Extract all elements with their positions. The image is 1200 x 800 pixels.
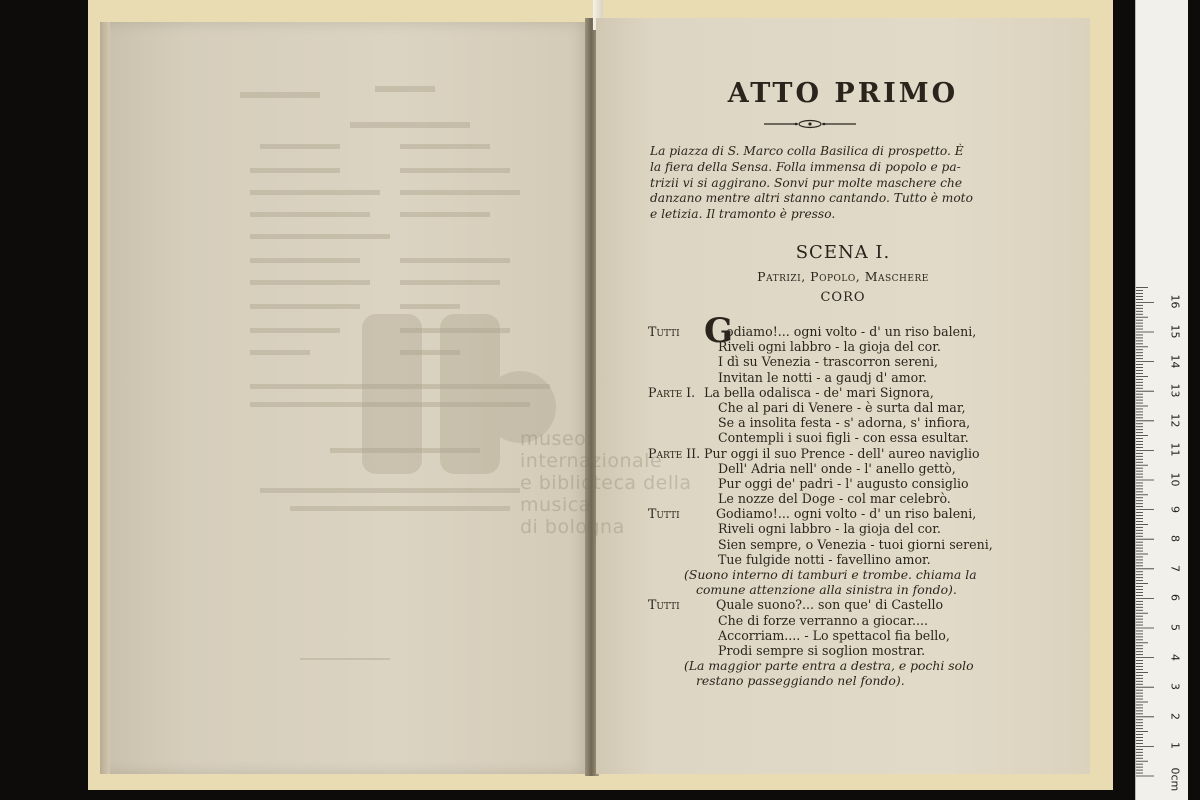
verse-text: Godiamo!... ogni volto - d' un riso baleni,: [716, 506, 977, 522]
ruler-number: 7: [1168, 564, 1182, 572]
speaker-label: Parte II.: [648, 445, 701, 461]
verse-line: [648, 552, 1088, 567]
drop-cap: G: [704, 311, 734, 351]
verse-line: [648, 643, 1088, 658]
stage-direction: restano passeggiando nel fondo).: [696, 673, 905, 689]
ruler-number: 3: [1168, 683, 1182, 691]
verse-text: Riveli ogni labbro - la gioja del cor.: [718, 339, 941, 355]
verse-text: Dell' Adria nell' onde - l' anello gettò,: [718, 460, 956, 476]
verse-line: [648, 537, 1088, 552]
verse-line: [648, 339, 1088, 354]
verse-text: Sien sempre, o Venezia - tuoi giorni sereni,: [718, 536, 993, 552]
scene-title: SCENA I.: [795, 242, 891, 263]
verse-line: [648, 385, 1088, 400]
chorus-heading: CORO: [820, 290, 866, 305]
ruler-number: 5: [1168, 624, 1182, 631]
scene-description-line: danzano mentre altri stanno cantando. Tutto è moto: [650, 191, 973, 206]
ruler-number: 4: [1168, 653, 1182, 661]
verse-text: Prodi sempre si soglion mostrar.: [718, 642, 926, 658]
verse-text: I dì su Venezia - trascorron sereni,: [718, 354, 938, 370]
verse-text: Riveli ogni labbro - la gioja del cor.: [718, 521, 941, 537]
ruler-number: 13: [1168, 383, 1182, 398]
stage-direction: (Suono interno di tamburi e trombe. chiama la: [684, 567, 977, 582]
speaker-label: Tutti: [648, 324, 680, 339]
verse-text: odiamo!... ogni volto - d' un riso baleni,: [726, 324, 977, 339]
verse-text: Contempli i suoi figli - con essa esultar.: [718, 430, 969, 446]
verse-text: Quale suono?... son que' di Castello: [716, 597, 944, 613]
act-title: ATTO PRIMO: [727, 78, 959, 109]
scene-description-line: la fiera della Sensa. Folla immensa di popolo e pa-: [650, 159, 961, 174]
ruler-number: 12: [1168, 413, 1182, 428]
verse-line: [648, 354, 1088, 369]
verse-text: Se a insolita festa - s' adorna, s' infiora,: [718, 415, 971, 431]
scene-description: [650, 144, 1010, 223]
measurement-ruler: [1135, 0, 1188, 800]
left-page-verso: [100, 22, 590, 774]
ruler-number: 16: [1168, 294, 1182, 309]
verse-text: Tue fulgide notti - favellino amor.: [718, 551, 931, 567]
stage-direction: comune attenzione alla sinistra in fondo).: [696, 582, 957, 598]
speaker-label: Tutti: [648, 597, 680, 613]
ornament-divider: [764, 118, 856, 130]
verse-text: La bella odalisca - de' mari Signora,: [704, 384, 934, 400]
ruler-number: 2: [1168, 712, 1182, 720]
verse-text: Che di forze verranno a giocar....: [718, 612, 928, 628]
verse-text: Pur oggi de' padri - l' augusto consiglio: [718, 475, 969, 491]
ruler-number: 6: [1168, 594, 1182, 602]
verse-line: [648, 597, 1088, 612]
show-through-text: [100, 22, 590, 774]
museum-watermark: [520, 428, 720, 538]
ruler-number: 8: [1168, 535, 1182, 543]
verse-line: [648, 628, 1088, 643]
verse-text: Invitan le notti - a gaudj d' amor.: [718, 369, 927, 385]
verse-line: [648, 370, 1088, 385]
verse-text: Che al pari di Venere - è surta dal mar,: [718, 399, 966, 415]
watermark-line: museo internazionale: [520, 428, 663, 472]
verse-text: Le nozze del Doge - col mar celebrò.: [718, 491, 951, 507]
verse-text: Pur oggi il suo Prence - dell' aureo naviglio: [704, 445, 980, 461]
ruler-number: 10: [1168, 472, 1182, 487]
ruler-number: 14: [1168, 354, 1182, 369]
watermark-line: e biblioteca della musica: [520, 472, 692, 516]
speaker-label: Parte I.: [648, 384, 696, 400]
character-list: Patrizi, Popolo, Maschere: [757, 269, 929, 284]
right-page-recto: [596, 18, 1090, 774]
verse-line: [648, 613, 1088, 628]
watermark-line: di bologna: [520, 516, 625, 538]
speaker-label: Tutti: [648, 506, 680, 522]
scene-description-line: e letizia. Il tramonto è presso.: [650, 207, 836, 222]
verse-line: [648, 400, 1088, 415]
ruler-number: 1: [1168, 742, 1182, 750]
ruler-number: 9: [1168, 505, 1182, 513]
scene-description-line: La piazza di S. Marco colla Basilica di prospetto. È: [650, 144, 964, 158]
stage-direction: (La maggior parte entra a destra, e pochi solo: [684, 658, 974, 674]
verse-text: Accorriam.... - Lo spettacol fia bello,: [718, 627, 950, 643]
ruler-number: 11: [1168, 442, 1182, 457]
ruler-unit-label: 0cm: [1168, 767, 1182, 792]
scene-description-line: trizii vi si aggirano. Sonvi pur molte maschere che: [650, 175, 963, 190]
ruler-number: 15: [1168, 324, 1182, 339]
